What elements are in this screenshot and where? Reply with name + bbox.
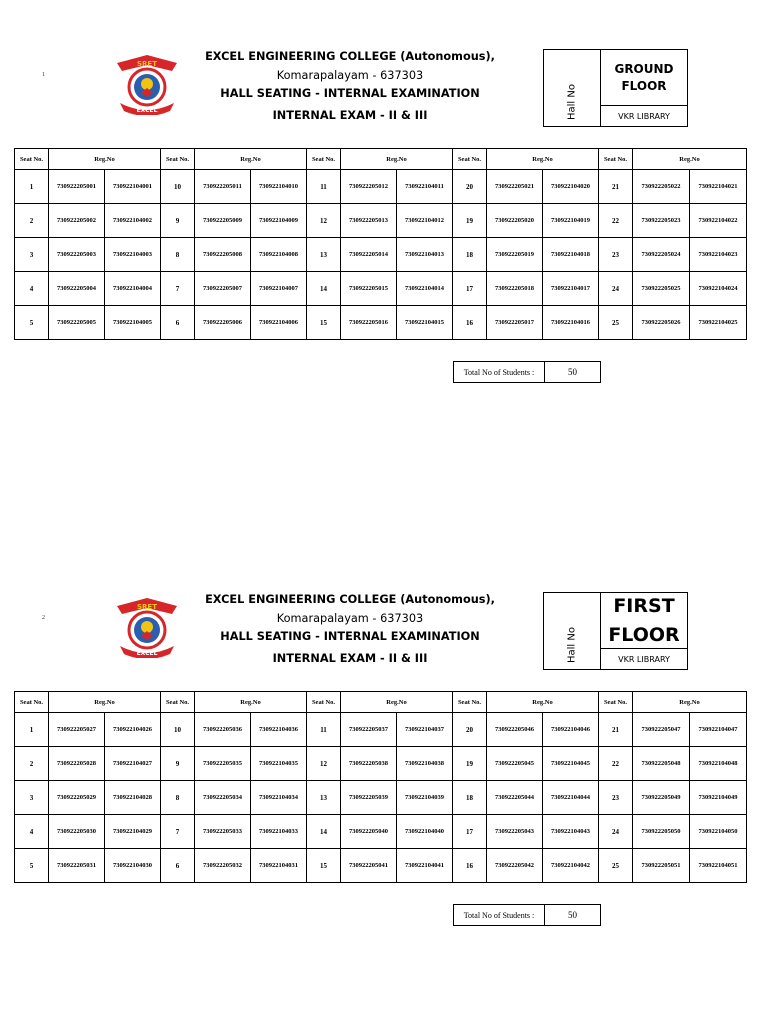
- reg-no-cell: 730922205032: [195, 849, 251, 883]
- seat-no-cell: 6: [161, 306, 195, 340]
- table-row: [15, 170, 747, 204]
- reg-no-cell: 730922205025: [633, 272, 690, 306]
- logo-ribbon-text: EXCEL: [136, 650, 158, 657]
- reg-no-cell: 730922205027: [49, 713, 105, 747]
- seat-no-cell: 3: [15, 238, 49, 272]
- reg-no-cell: 730922205040: [341, 815, 397, 849]
- reg-no-cell: 730922104004: [105, 272, 161, 306]
- table-row: [15, 306, 747, 340]
- reg-no-cell: 730922104016: [543, 306, 599, 340]
- seat-no-cell: 25: [599, 306, 633, 340]
- reg-no-cell: 730922104044: [543, 781, 599, 815]
- seat-no-header: Seat No.: [307, 692, 341, 713]
- seat-no-cell: 10: [161, 713, 195, 747]
- seat-no-cell: 10: [161, 170, 195, 204]
- reg-no-cell: 730922104040: [397, 815, 453, 849]
- reg-no-cell: 730922205051: [633, 849, 690, 883]
- reg-no-cell: 730922104001: [105, 170, 161, 204]
- reg-no-header: Reg.No: [49, 149, 161, 170]
- reg-no-cell: 730922104030: [105, 849, 161, 883]
- reg-no-cell: 730922205043: [487, 815, 543, 849]
- reg-no-cell: 730922104021: [690, 170, 747, 204]
- seat-no-cell: 16: [453, 306, 487, 340]
- seat-no-cell: 4: [15, 272, 49, 306]
- seat-no-header: Seat No.: [599, 149, 633, 170]
- reg-no-cell: 730922205021: [487, 170, 543, 204]
- reg-no-cell: 730922205037: [341, 713, 397, 747]
- seat-no-cell: 17: [453, 815, 487, 849]
- reg-no-header: Reg.No: [49, 692, 161, 713]
- reg-no-cell: 730922104028: [105, 781, 161, 815]
- seating-title: HALL SEATING - INTERNAL EXAMINATION: [220, 630, 480, 643]
- hall-name: VKR LIBRARY: [618, 111, 670, 121]
- reg-no-cell: 730922104035: [251, 747, 307, 781]
- reg-no-cell: 730922104033: [251, 815, 307, 849]
- reg-no-cell: 730922205034: [195, 781, 251, 815]
- total-students-label: Total No of Students :: [454, 905, 545, 925]
- reg-no-cell: 730922104019: [543, 204, 599, 238]
- reg-no-cell: 730922104023: [690, 238, 747, 272]
- exam-name: INTERNAL EXAM - II & III: [272, 652, 428, 665]
- reg-no-cell: 730922104007: [251, 272, 307, 306]
- seat-no-cell: 1: [15, 170, 49, 204]
- total-students-value: 50: [568, 910, 577, 920]
- seat-no-cell: 17: [453, 272, 487, 306]
- seat-no-cell: 11: [307, 713, 341, 747]
- seat-no-cell: 12: [307, 747, 341, 781]
- reg-no-cell: 730922205046: [487, 713, 543, 747]
- reg-no-cell: 730922104002: [105, 204, 161, 238]
- reg-no-cell: 730922104024: [690, 272, 747, 306]
- reg-no-cell: 730922205012: [341, 170, 397, 204]
- reg-no-cell: 730922205013: [341, 204, 397, 238]
- college-location: Komarapalayam - 637303: [276, 612, 424, 625]
- table-row: [15, 747, 747, 781]
- reg-no-cell: 730922205050: [633, 815, 690, 849]
- reg-no-cell: 730922104050: [690, 815, 747, 849]
- seat-no-cell: 20: [453, 713, 487, 747]
- college-name: EXCEL ENGINEERING COLLEGE (Autonomous),: [205, 593, 495, 606]
- reg-no-cell: 730922104029: [105, 815, 161, 849]
- reg-no-cell: 730922104045: [543, 747, 599, 781]
- seat-no-cell: 14: [307, 272, 341, 306]
- reg-no-header: Reg.No: [487, 692, 599, 713]
- reg-no-cell: 730922205003: [49, 238, 105, 272]
- total-students-value: 50: [568, 367, 577, 377]
- reg-no-cell: 730922104038: [397, 747, 453, 781]
- reg-no-cell: 730922205004: [49, 272, 105, 306]
- logo-banner-text: SRET: [137, 60, 157, 68]
- reg-no-cell: 730922205018: [487, 272, 543, 306]
- college-logo: [112, 53, 182, 115]
- page-number: 2: [42, 615, 45, 621]
- seat-no-cell: 24: [599, 272, 633, 306]
- reg-no-cell: 730922104008: [251, 238, 307, 272]
- logo-banner-text: SRET: [137, 603, 157, 611]
- hall-name: VKR LIBRARY: [618, 654, 670, 664]
- reg-no-cell: 730922104048: [690, 747, 747, 781]
- reg-no-cell: 730922104037: [397, 713, 453, 747]
- reg-no-cell: 730922205008: [195, 238, 251, 272]
- reg-no-cell: 730922104027: [105, 747, 161, 781]
- reg-no-cell: 730922205036: [195, 713, 251, 747]
- logo-ribbon-text: EXCEL: [136, 107, 158, 114]
- seat-no-cell: 16: [453, 849, 487, 883]
- reg-no-cell: 730922104025: [690, 306, 747, 340]
- reg-no-cell: 730922205020: [487, 204, 543, 238]
- reg-no-cell: 730922205044: [487, 781, 543, 815]
- hall-no-cell: [544, 593, 601, 669]
- reg-no-cell: 730922205048: [633, 747, 690, 781]
- total-students-label: Total No of Students :: [454, 362, 545, 382]
- exam-name: INTERNAL EXAM - II & III: [272, 109, 428, 122]
- reg-no-cell: 730922104015: [397, 306, 453, 340]
- reg-no-header: Reg.No: [633, 692, 747, 713]
- reg-no-cell: 730922104046: [543, 713, 599, 747]
- seat-no-cell: 5: [15, 849, 49, 883]
- reg-no-cell: 730922205016: [341, 306, 397, 340]
- reg-no-cell: 730922205019: [487, 238, 543, 272]
- seat-no-cell: 15: [307, 306, 341, 340]
- seat-no-cell: 4: [15, 815, 49, 849]
- reg-no-cell: 730922205041: [341, 849, 397, 883]
- reg-no-cell: 730922205017: [487, 306, 543, 340]
- seat-no-cell: 19: [453, 204, 487, 238]
- reg-no-cell: 730922205001: [49, 170, 105, 204]
- reg-no-cell: 730922205002: [49, 204, 105, 238]
- seat-no-cell: 22: [599, 204, 633, 238]
- hall-no-cell: [544, 50, 601, 126]
- floor-line-1: FIRST: [613, 594, 675, 617]
- reg-no-cell: 730922205049: [633, 781, 690, 815]
- table-row: [15, 815, 747, 849]
- reg-no-cell: 730922104017: [543, 272, 599, 306]
- reg-no-cell: 730922104009: [251, 204, 307, 238]
- seat-no-cell: 14: [307, 815, 341, 849]
- reg-no-header: Reg.No: [633, 149, 747, 170]
- reg-no-cell: 730922205026: [633, 306, 690, 340]
- seat-no-header: Seat No.: [15, 149, 49, 170]
- seat-no-header: Seat No.: [453, 149, 487, 170]
- seat-no-cell: 18: [453, 781, 487, 815]
- reg-no-header: Reg.No: [341, 692, 453, 713]
- reg-no-cell: 730922205007: [195, 272, 251, 306]
- floor-line-2: FLOOR: [621, 78, 667, 93]
- college-location: Komarapalayam - 637303: [276, 69, 424, 82]
- floor-line-2: FLOOR: [608, 623, 680, 646]
- reg-no-cell: 730922205009: [195, 204, 251, 238]
- reg-no-cell: 730922205028: [49, 747, 105, 781]
- reg-no-cell: 730922205031: [49, 849, 105, 883]
- reg-no-cell: 730922104031: [251, 849, 307, 883]
- table-row: [15, 204, 747, 238]
- reg-no-cell: 730922205005: [49, 306, 105, 340]
- seating-table: [14, 148, 747, 340]
- hall-info-box: [543, 592, 688, 670]
- reg-no-cell: 730922205024: [633, 238, 690, 272]
- college-logo: [112, 596, 182, 658]
- seat-no-cell: 12: [307, 204, 341, 238]
- reg-no-cell: 730922104036: [251, 713, 307, 747]
- reg-no-cell: 730922104026: [105, 713, 161, 747]
- reg-no-header: Reg.No: [341, 149, 453, 170]
- seat-no-cell: 8: [161, 781, 195, 815]
- seat-no-header: Seat No.: [15, 692, 49, 713]
- table-header-row: [15, 149, 747, 170]
- floor-line-1: GROUND: [614, 61, 674, 76]
- hall-no-label: Hall No: [566, 627, 578, 663]
- reg-no-cell: 730922205006: [195, 306, 251, 340]
- reg-no-cell: 730922104011: [397, 170, 453, 204]
- hall-no-label: Hall No: [566, 84, 578, 120]
- reg-no-cell: 730922205022: [633, 170, 690, 204]
- floor-name: [601, 593, 687, 649]
- reg-no-header: Reg.No: [195, 692, 307, 713]
- seat-no-cell: 8: [161, 238, 195, 272]
- reg-no-cell: 730922104003: [105, 238, 161, 272]
- reg-no-cell: 730922205042: [487, 849, 543, 883]
- reg-no-cell: 730922104020: [543, 170, 599, 204]
- table-row: [15, 238, 747, 272]
- table-row: [15, 272, 747, 306]
- seat-no-cell: 1: [15, 713, 49, 747]
- table-row: [15, 849, 747, 883]
- seat-no-cell: 21: [599, 713, 633, 747]
- reg-no-cell: 730922104022: [690, 204, 747, 238]
- seat-no-cell: 2: [15, 747, 49, 781]
- seat-no-cell: 22: [599, 747, 633, 781]
- reg-no-cell: 730922104005: [105, 306, 161, 340]
- reg-no-cell: 730922205014: [341, 238, 397, 272]
- reg-no-cell: 730922205030: [49, 815, 105, 849]
- seat-no-header: Seat No.: [307, 149, 341, 170]
- total-students-box: [453, 904, 601, 926]
- reg-no-cell: 730922205023: [633, 204, 690, 238]
- reg-no-cell: 730922205033: [195, 815, 251, 849]
- seat-no-cell: 7: [161, 272, 195, 306]
- total-students-box: [453, 361, 601, 383]
- seat-no-cell: 9: [161, 747, 195, 781]
- table-row: [15, 781, 747, 815]
- college-name: EXCEL ENGINEERING COLLEGE (Autonomous),: [205, 50, 495, 63]
- reg-no-cell: 730922104034: [251, 781, 307, 815]
- page-number: 1: [42, 72, 45, 78]
- reg-no-cell: 730922104013: [397, 238, 453, 272]
- seat-no-cell: 5: [15, 306, 49, 340]
- reg-no-cell: 730922205011: [195, 170, 251, 204]
- seat-no-cell: 23: [599, 238, 633, 272]
- seating-title: HALL SEATING - INTERNAL EXAMINATION: [220, 87, 480, 100]
- seat-no-cell: 21: [599, 170, 633, 204]
- seat-no-cell: 2: [15, 204, 49, 238]
- seat-no-cell: 24: [599, 815, 633, 849]
- floor-name: [601, 50, 687, 106]
- seat-no-header: Seat No.: [161, 692, 195, 713]
- reg-no-cell: 730922104014: [397, 272, 453, 306]
- reg-no-cell: 730922104042: [543, 849, 599, 883]
- reg-no-cell: 730922104006: [251, 306, 307, 340]
- reg-no-cell: 730922104018: [543, 238, 599, 272]
- reg-no-cell: 730922104041: [397, 849, 453, 883]
- reg-no-cell: 730922104012: [397, 204, 453, 238]
- seat-no-header: Seat No.: [599, 692, 633, 713]
- seat-no-cell: 3: [15, 781, 49, 815]
- reg-no-cell: 730922205047: [633, 713, 690, 747]
- seat-no-cell: 13: [307, 781, 341, 815]
- seat-no-cell: 6: [161, 849, 195, 883]
- seat-no-cell: 19: [453, 747, 487, 781]
- hall-info-box: [543, 49, 688, 127]
- reg-no-cell: 730922104049: [690, 781, 747, 815]
- reg-no-cell: 730922205045: [487, 747, 543, 781]
- seat-no-header: Seat No.: [161, 149, 195, 170]
- seat-no-cell: 11: [307, 170, 341, 204]
- table-row: [15, 713, 747, 747]
- seat-no-cell: 13: [307, 238, 341, 272]
- seat-no-cell: 25: [599, 849, 633, 883]
- seat-no-cell: 7: [161, 815, 195, 849]
- reg-no-cell: 730922104039: [397, 781, 453, 815]
- reg-no-cell: 730922104043: [543, 815, 599, 849]
- reg-no-cell: 730922104010: [251, 170, 307, 204]
- seating-table: [14, 691, 747, 883]
- reg-no-header: Reg.No: [195, 149, 307, 170]
- table-header-row: [15, 692, 747, 713]
- reg-no-header: Reg.No: [487, 149, 599, 170]
- seat-no-header: Seat No.: [453, 692, 487, 713]
- seat-no-cell: 15: [307, 849, 341, 883]
- reg-no-cell: 730922205038: [341, 747, 397, 781]
- reg-no-cell: 730922205039: [341, 781, 397, 815]
- seat-no-cell: 9: [161, 204, 195, 238]
- reg-no-cell: 730922205029: [49, 781, 105, 815]
- reg-no-cell: 730922104051: [690, 849, 747, 883]
- seat-no-cell: 20: [453, 170, 487, 204]
- reg-no-cell: 730922205035: [195, 747, 251, 781]
- seat-no-cell: 23: [599, 781, 633, 815]
- reg-no-cell: 730922205015: [341, 272, 397, 306]
- reg-no-cell: 730922104047: [690, 713, 747, 747]
- seat-no-cell: 18: [453, 238, 487, 272]
